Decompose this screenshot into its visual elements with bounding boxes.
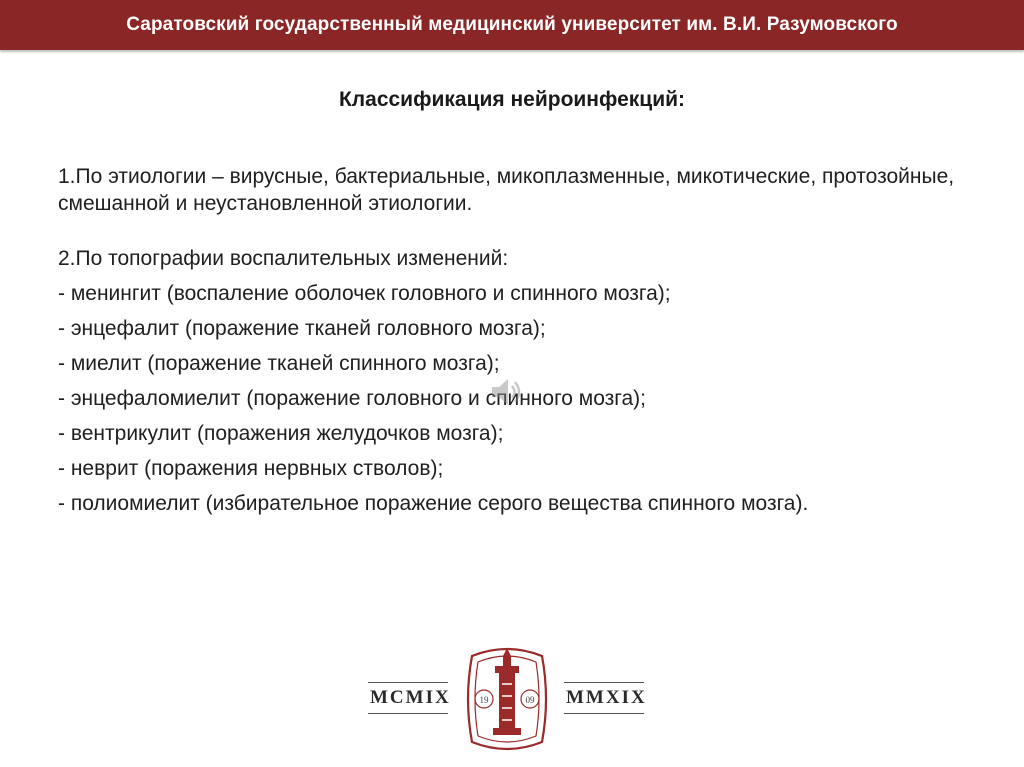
header-bar [0, 0, 1024, 50]
year-roman-left: MCMIX [370, 687, 451, 708]
divider-left-bottom [368, 713, 448, 714]
list-item: - энцефалит (поражение тканей головного мозга); [58, 317, 546, 340]
emblem-digits-right: 09 [525, 695, 535, 705]
list-item: - энцефаломиелит (поражение головного и спинного мозга); [58, 387, 646, 410]
emblem-digits-left: 19 [479, 695, 489, 705]
speaker-icon[interactable] [486, 372, 526, 412]
list-item: - вентрикулит (поражения желудочков мозга); [58, 422, 504, 445]
slide-title: Классификация нейроинфекций: [338, 88, 686, 111]
slide-content [58, 163, 978, 525]
list-item: - полиомиелит (избирательное поражение серого вещества спинного мозга). [58, 492, 809, 515]
university-title: Саратовский государственный медицинский университет им. В.И. Разумовского [126, 14, 898, 35]
divider-right-top [564, 682, 644, 683]
divider-left-top [368, 682, 448, 683]
etiology-paragraph: 1.По этиологии – вирусные, бактериальные, микоплазменные, микотические, протозойные, смешанной и неустановленной этиологии. [58, 165, 955, 215]
topography-heading: 2.По топографии воспалительных изменений: [58, 247, 509, 270]
university-emblem [462, 644, 552, 754]
list-item: - миелит (поражение тканей спинного мозга); [58, 352, 500, 375]
list-item: - неврит (поражения нервных стволов); [58, 457, 444, 480]
list-item: - менингит (воспаление оболочек головного и спинного мозга); [58, 282, 671, 305]
divider-right-bottom [564, 713, 644, 714]
year-roman-right: MMXIX [566, 687, 647, 708]
